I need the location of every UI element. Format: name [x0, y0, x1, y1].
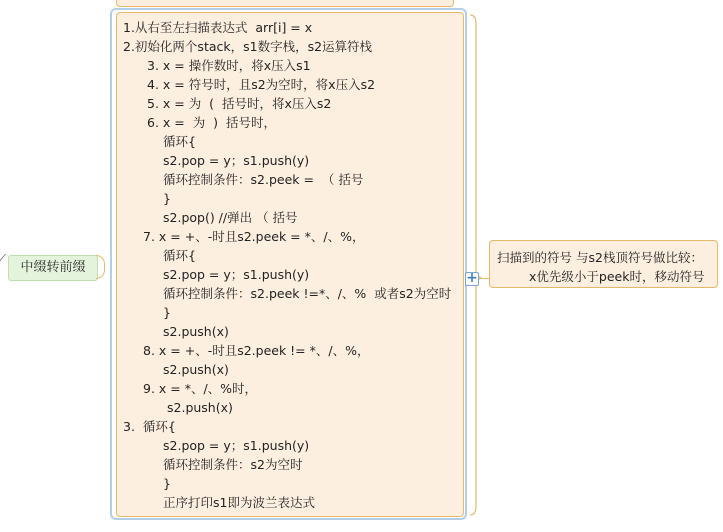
- step-line: }: [163, 305, 171, 320]
- step-line: 2.初始化两个stack，s1数字栈，s2运算符栈: [123, 39, 373, 54]
- step-line: 3. x = 操作数时，将x压入s1: [147, 58, 311, 73]
- step-line: 循环控制条件：s2.peek = （ 括号: [163, 172, 364, 187]
- topic-node-infix-to-prefix[interactable]: [8, 255, 98, 281]
- note-line-1: 扫描到的符号 与s2栈顶符号做比较：: [497, 250, 703, 265]
- step-line: 5. x = 为 ( 括号时，将x压入s2: [147, 96, 332, 111]
- step-line: 6. x = 为 ) 括号时，: [147, 115, 276, 130]
- child-connector-line: [479, 278, 489, 279]
- child-bracket: [96, 255, 105, 279]
- step-line: s2.push(x): [163, 324, 229, 339]
- step-line: 4. x = 符号时，且s2为空时，将x压入s2: [147, 77, 376, 92]
- step-line: s2.pop = y；s1.push(y): [163, 153, 310, 168]
- step-line: 循环{: [163, 248, 196, 263]
- step-line: 9. x = *、/、%时，: [143, 381, 258, 396]
- step-line: s2.pop = y；s1.push(y): [163, 438, 310, 453]
- expand-icon[interactable]: +: [466, 270, 478, 286]
- step-line: }: [163, 476, 171, 491]
- step-line: 正序打印s1即为波兰表达式: [163, 495, 315, 510]
- step-line: }: [163, 191, 171, 206]
- step-line: s2.pop = y；s1.push(y): [163, 267, 310, 282]
- step-line: s2.push(x): [167, 400, 233, 415]
- step-line: s2.pop() //弹出 （ 括号: [163, 210, 298, 225]
- topic-label: 中缀转前缀: [20, 260, 86, 275]
- algorithm-steps-node[interactable]: [116, 12, 464, 517]
- step-line: 7. x = +、-时且s2.peek = *、/、%，: [143, 229, 365, 244]
- step-line: 1.从右至左扫描表达式 arr[i] = x: [123, 20, 313, 35]
- child-brace: [468, 14, 482, 516]
- note-line-2: x优先级小于peek时，移动符号: [529, 269, 705, 284]
- comparison-note-node[interactable]: [489, 240, 718, 288]
- step-line: 循环控制条件：s2为空时: [163, 457, 303, 472]
- step-line: 8. x = +、-时且s2.peek != *、/、%，: [143, 343, 370, 358]
- step-line: 循环{: [163, 134, 196, 149]
- upper-node-edge: [116, 0, 454, 7]
- step-line: 循环控制条件：s2.peek !=*、/、% 或者s2为空时: [163, 286, 452, 301]
- step-line: 3. 循环{: [123, 419, 176, 434]
- step-line: s2.push(x): [163, 362, 229, 377]
